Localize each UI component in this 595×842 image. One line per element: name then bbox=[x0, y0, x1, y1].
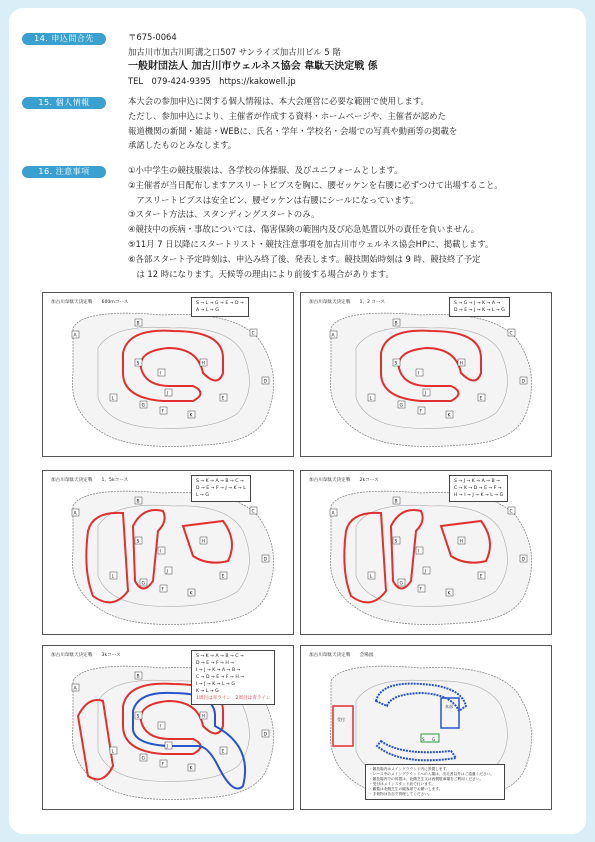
marker-letter: K bbox=[189, 591, 193, 597]
marker-letter: I bbox=[159, 371, 161, 377]
map-title: 加古川韋駄天決定戦 3kコース bbox=[51, 653, 121, 658]
marker-letter: B bbox=[136, 321, 140, 327]
body-line: ⑥各部スタート予定時刻は、申込み終了後、発表します。競技開始時刻は 9 時、競技終了予定 bbox=[128, 253, 481, 264]
marker-letter: L bbox=[111, 574, 115, 580]
marker-letter: E bbox=[479, 574, 483, 580]
marker-letter: L bbox=[111, 396, 115, 402]
marker-letter: E bbox=[221, 574, 225, 580]
park-outline bbox=[330, 491, 531, 624]
route-legend bbox=[191, 475, 251, 502]
note-line: ・手荷物は各自で管理してください。 bbox=[369, 792, 432, 796]
body-line: 〒675-0064 bbox=[128, 32, 177, 42]
marker-letter: S bbox=[394, 361, 398, 367]
marker-letter: L bbox=[111, 749, 115, 755]
marker-letter: S bbox=[394, 539, 398, 545]
marker-letter: B bbox=[394, 321, 398, 327]
marker-letter: F bbox=[419, 587, 423, 593]
body-line: 承諾したものとみなします。 bbox=[128, 140, 237, 151]
marker-letter: L bbox=[369, 396, 373, 402]
venue-label: 受付 bbox=[337, 717, 345, 722]
note-line: ・受付はメインスタンド前で行います。 bbox=[369, 782, 435, 786]
body-line: アスリートビブスは安全ピン、腰ゼッケンは右腰にシールになっています。 bbox=[128, 194, 419, 205]
legend-line: L → G bbox=[196, 493, 209, 498]
marker-letter: S bbox=[136, 539, 140, 545]
section-body bbox=[128, 30, 378, 89]
venue-label: S bbox=[422, 737, 425, 742]
body-line: ただし、参加申込により、主催者が作成する資料・ホームページや、主催者が認めた bbox=[128, 110, 446, 121]
marker-letter: B bbox=[394, 499, 398, 505]
map-drawing bbox=[301, 293, 552, 457]
park-outline bbox=[72, 313, 273, 446]
course-map bbox=[42, 470, 294, 635]
marker-letter: E bbox=[479, 396, 483, 402]
marker-letter: H bbox=[459, 361, 463, 367]
marker-letter: J bbox=[166, 744, 168, 750]
marker-letter: C bbox=[251, 331, 255, 337]
marker-letter: B bbox=[136, 674, 140, 680]
marker-letter: G bbox=[141, 756, 145, 762]
marker-letter: A bbox=[331, 511, 335, 517]
marker-letter: A bbox=[73, 333, 77, 339]
marker-letter: K bbox=[447, 591, 451, 597]
legend-line: D → E → J → K → L → G bbox=[454, 308, 505, 313]
body-line: 本大会の参加申込に関する個人情報は、本大会運営に必要な範囲で使用します。 bbox=[128, 96, 429, 106]
map-drawing bbox=[301, 471, 552, 635]
marker-letter: B bbox=[136, 499, 140, 505]
legend-line: 1周目は赤ライン 2周目は青ライン bbox=[196, 696, 271, 701]
legend-line: I → J → K → L → G bbox=[196, 682, 235, 687]
route-legend bbox=[449, 475, 508, 502]
marker-letter: F bbox=[161, 409, 165, 415]
marker-letter: J bbox=[424, 569, 426, 575]
venue-label: 本部 bbox=[445, 704, 453, 709]
legend-line: A → L → G bbox=[196, 308, 219, 313]
map-title: 加古川韋駄天決定戦 2kコース bbox=[309, 478, 379, 483]
marker-letter: A bbox=[73, 686, 77, 692]
note-line: ・観覧は北側芝生の観客席でお願いします。 bbox=[369, 787, 443, 791]
legend-line: K → L → G bbox=[196, 689, 219, 694]
map-drawing bbox=[43, 471, 294, 635]
marker-letter: J bbox=[166, 391, 168, 397]
marker-letter: A bbox=[73, 511, 77, 517]
course-map bbox=[300, 292, 552, 457]
course-map bbox=[300, 645, 552, 810]
legend-line: S → G → J → K → A → bbox=[454, 301, 501, 306]
body-line: ②主催者が当日配布しますアスリートビブスを胸に、腰ゼッケンを右腰に必ずつけて出場すること。 bbox=[128, 179, 503, 190]
marker-letter: G bbox=[399, 403, 403, 409]
map-drawing bbox=[43, 293, 294, 457]
body-line: ①小中学生の競技服装は、各学校の体操服、及びユニフォームとします。 bbox=[128, 165, 403, 175]
note-line: ・競技場内はメイングラウンド内に設置します。 bbox=[369, 767, 450, 771]
route-legend bbox=[191, 297, 249, 317]
marker-letter: H bbox=[201, 539, 205, 545]
section-body bbox=[128, 94, 457, 153]
marker-letter: J bbox=[424, 391, 426, 397]
marker-letter: F bbox=[419, 409, 423, 415]
marker-letter: F bbox=[161, 587, 165, 593]
route-legend bbox=[449, 297, 510, 317]
marker-letter: D bbox=[263, 732, 267, 738]
body-line: 一般財団法人 加古川市ウェルネス協会 韋駄天決定戦 係 bbox=[128, 60, 378, 72]
legend-line: C → K → D → E → F → bbox=[454, 486, 502, 491]
marker-letter: I bbox=[417, 371, 419, 377]
marker-letter: H bbox=[459, 539, 463, 545]
marker-letter: L bbox=[369, 574, 373, 580]
map-title: 加古川韋駄天決定戦 会場図 bbox=[309, 653, 374, 658]
marker-letter: S bbox=[136, 714, 140, 720]
legend-line: S → K → A → B → C → bbox=[196, 654, 244, 659]
marker-letter: I bbox=[159, 724, 161, 730]
marker-letter: K bbox=[447, 413, 451, 419]
marker-letter: D bbox=[263, 379, 267, 385]
legend-line: S → L → G → E → D → bbox=[196, 301, 244, 306]
section-body bbox=[128, 163, 503, 281]
marker-letter: D bbox=[263, 557, 267, 563]
legend-line: H → I → J → K → L → G bbox=[454, 493, 504, 498]
marker-letter: S bbox=[136, 361, 140, 367]
map-title: 加古川韋駄天決定戦 1、2 コース bbox=[309, 300, 385, 305]
marker-letter: F bbox=[161, 762, 165, 768]
section-label: 16. 注意事項 bbox=[22, 166, 106, 178]
marker-letter: H bbox=[201, 361, 205, 367]
marker-letter: K bbox=[189, 766, 193, 772]
route-legend bbox=[191, 650, 275, 705]
map-title: 加古川韋駄天決定戦 1、5kコース bbox=[51, 478, 129, 483]
section-label: 14. 申込問合先 bbox=[22, 33, 106, 45]
body-line: は 12 時になります。天候等の理由により前後する場合があります。 bbox=[128, 268, 394, 279]
body-line: 加古川市加古川町溝之口507 サンライズ加古川ビル 5 階 bbox=[128, 46, 341, 57]
marker-letter: D bbox=[521, 379, 525, 385]
marker-letter: G bbox=[399, 581, 403, 587]
park-outline bbox=[330, 313, 531, 446]
map-title: 加古川韋駄天決定戦 600mコース bbox=[51, 300, 129, 305]
body-line: ⑤11月 7 日以降にスタートリスト・競技注意事項を加古川市ウェルネス協会HPに、掲載します。 bbox=[128, 238, 494, 249]
marker-letter: H bbox=[201, 714, 205, 720]
marker-letter: C bbox=[251, 509, 255, 515]
legend-line: I → J → K → A → B → bbox=[196, 668, 241, 673]
park-outline bbox=[72, 491, 273, 624]
marker-letter: E bbox=[221, 749, 225, 755]
marker-letter: I bbox=[417, 549, 419, 555]
venue-note bbox=[365, 764, 505, 800]
marker-letter: K bbox=[189, 413, 193, 419]
marker-letter: C bbox=[509, 331, 513, 337]
legend-line: S → K → A → B → C → bbox=[196, 479, 244, 484]
marker-letter: I bbox=[159, 549, 161, 555]
venue-label: G bbox=[432, 737, 436, 742]
course-map bbox=[300, 470, 552, 635]
legend-line: C → D → E → F → H → bbox=[196, 675, 245, 680]
marker-letter: J bbox=[166, 569, 168, 575]
body-line: ③スタート方法は、スタンディングスタートのみ。 bbox=[128, 209, 320, 220]
marker-letter: G bbox=[141, 403, 145, 409]
course-map bbox=[42, 292, 294, 457]
legend-line: S → J → K → A → B → bbox=[454, 479, 500, 484]
body-line: 報道機関の新聞・雑誌・WEBに、氏名・学年・学校名・会場での写真や動画等の掲載を bbox=[128, 125, 458, 136]
course-map bbox=[42, 645, 294, 810]
marker-letter: E bbox=[221, 396, 225, 402]
marker-letter: G bbox=[141, 581, 145, 587]
legend-line: D → E → F → J → K → L bbox=[196, 486, 246, 491]
section-label: 15. 個人情報 bbox=[22, 97, 106, 109]
marker-letter: A bbox=[331, 333, 335, 339]
marker-letter: C bbox=[509, 509, 513, 515]
body-line: ④競技中の疾病・事故については、傷害保険の範囲内及び応急処置以外の責任を負いません。 bbox=[128, 224, 480, 235]
legend-line: D → E → F → H → bbox=[196, 661, 235, 666]
body-line: TEL 079-424-9395 https://kakowell.jp bbox=[128, 76, 296, 87]
marker-letter: D bbox=[521, 557, 525, 563]
note-line: ・レース中のメイングラウンドへの入場は、出走者以外はご遠慮ください。 bbox=[369, 772, 495, 776]
note-line: ・競技場内での休憩は、北側芝生又は西側駐車場をご利用ください。 bbox=[369, 777, 484, 781]
